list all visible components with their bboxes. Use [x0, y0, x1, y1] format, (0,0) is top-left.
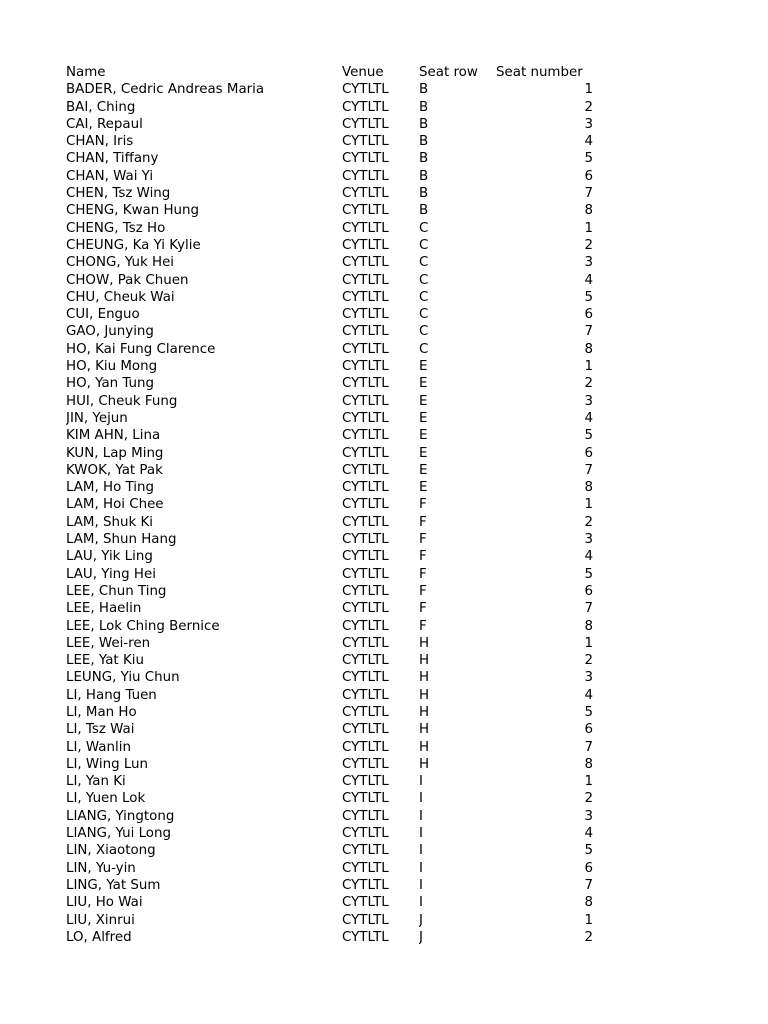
- cell-seat-number: 2: [584, 376, 593, 392]
- cell-name: LIANG, Yui Long: [66, 826, 171, 842]
- cell-seat-number: 1: [584, 497, 593, 513]
- table-row: [66, 306, 593, 323]
- cell-seat-number: 4: [584, 826, 593, 842]
- cell-seat-row: B: [419, 151, 429, 167]
- cell-seat-row: I: [419, 860, 423, 876]
- cell-seat-row: C: [419, 272, 429, 288]
- cell-venue: CYTLTL: [342, 99, 389, 115]
- cell-venue: CYTLTL: [342, 134, 389, 150]
- cell-seat-row: C: [419, 255, 429, 271]
- cell-venue: CYTLTL: [342, 497, 389, 513]
- cell-name: CHAN, Wai Yi: [66, 168, 154, 184]
- cell-venue: CYTLTL: [342, 739, 389, 755]
- cell-name: LAU, Ying Hei: [66, 566, 156, 582]
- cell-seat-row: F: [419, 497, 427, 513]
- cell-name: LIU, Ho Wai: [66, 895, 143, 911]
- cell-seat-number: 6: [584, 445, 593, 461]
- cell-seat-row: F: [419, 549, 427, 565]
- cell-seat-row: F: [419, 514, 427, 530]
- cell-seat-row: J: [419, 929, 423, 945]
- cell-name: CHU, Cheuk Wai: [66, 289, 175, 305]
- cell-venue: CYTLTL: [342, 653, 389, 669]
- cell-seat-number: 2: [584, 99, 593, 115]
- cell-seat-number: 3: [584, 255, 593, 271]
- cell-name: CHENG, Tsz Ho: [66, 220, 166, 236]
- table-row: [66, 358, 593, 375]
- cell-seat-row: H: [419, 739, 430, 755]
- cell-venue: CYTLTL: [342, 237, 389, 253]
- cell-venue: CYTLTL: [342, 116, 389, 132]
- cell-venue: CYTLTL: [342, 791, 389, 807]
- table-row: [66, 99, 593, 116]
- cell-seat-number: 5: [584, 151, 593, 167]
- table-row: [66, 341, 593, 358]
- table-row: [66, 721, 593, 738]
- table-row: [66, 133, 593, 150]
- cell-seat-row: I: [419, 843, 423, 859]
- cell-seat-row: B: [419, 99, 429, 115]
- cell-venue: CYTLTL: [342, 255, 389, 271]
- table-row: [66, 808, 593, 825]
- cell-seat-row: I: [419, 774, 423, 790]
- cell-venue: CYTLTL: [342, 220, 389, 236]
- cell-seat-row: E: [419, 428, 428, 444]
- cell-name: LEE, Chun Ting: [66, 583, 167, 599]
- cell-seat-number: 8: [584, 618, 593, 634]
- table-row: [66, 496, 593, 513]
- cell-seat-number: 5: [584, 428, 593, 444]
- cell-seat-number: 5: [584, 289, 593, 305]
- cell-venue: CYTLTL: [342, 826, 389, 842]
- cell-name: LAM, Ho Ting: [66, 480, 154, 496]
- cell-seat-number: 2: [584, 514, 593, 530]
- cell-seat-row: I: [419, 791, 423, 807]
- cell-seat-row: E: [419, 393, 428, 409]
- table-row: [66, 669, 593, 686]
- cell-venue: CYTLTL: [342, 549, 389, 565]
- cell-seat-number: 4: [584, 134, 593, 150]
- table-row: [66, 548, 593, 565]
- cell-seat-row: E: [419, 480, 428, 496]
- cell-seat-row: J: [419, 912, 423, 928]
- cell-venue: CYTLTL: [342, 480, 389, 496]
- cell-venue: CYTLTL: [342, 445, 389, 461]
- cell-seat-row: I: [419, 895, 423, 911]
- cell-seat-row: C: [419, 307, 429, 323]
- cell-name: LEE, Yat Kiu: [66, 653, 144, 669]
- cell-name: CHENG, Kwan Hung: [66, 203, 200, 219]
- table-row: [66, 289, 593, 306]
- cell-seat-number: 6: [584, 722, 593, 738]
- cell-venue: CYTLTL: [342, 704, 389, 720]
- cell-seat-row: E: [419, 410, 428, 426]
- cell-seat-number: 1: [584, 774, 593, 790]
- cell-name: JIN, Yejun: [66, 410, 128, 426]
- table-row: [66, 600, 593, 617]
- cell-name: LIANG, Yingtong: [66, 808, 175, 824]
- table-row: [66, 790, 593, 807]
- cell-seat-number: 4: [584, 687, 593, 703]
- cell-seat-row: B: [419, 134, 429, 150]
- cell-name: CHAN, Tiffany: [66, 151, 159, 167]
- cell-venue: CYTLTL: [342, 393, 389, 409]
- cell-name: LI, Yan Ki: [66, 774, 126, 790]
- cell-venue: CYTLTL: [342, 566, 389, 582]
- table-row: [66, 202, 593, 219]
- cell-venue: CYTLTL: [342, 895, 389, 911]
- cell-venue: CYTLTL: [342, 462, 389, 478]
- cell-name: LIN, Yu-yin: [66, 860, 136, 876]
- table-row: [66, 877, 593, 894]
- cell-name: GAO, Junying: [66, 324, 154, 340]
- cell-seat-row: I: [419, 826, 423, 842]
- cell-seat-row: H: [419, 722, 430, 738]
- cell-venue: CYTLTL: [342, 359, 389, 375]
- cell-venue: CYTLTL: [342, 532, 389, 548]
- header-seat-number: Seat number: [496, 65, 583, 80]
- table-row: [66, 393, 593, 410]
- cell-seat-number: 6: [584, 860, 593, 876]
- cell-name: LEUNG, Yiu Chun: [66, 670, 180, 686]
- cell-name: HUI, Cheuk Fung: [66, 393, 178, 409]
- cell-name: KUN, Lap Ming: [66, 445, 164, 461]
- header-row: [66, 64, 593, 81]
- cell-seat-number: 5: [584, 704, 593, 720]
- cell-venue: CYTLTL: [342, 635, 389, 651]
- cell-name: LAM, Shun Hang: [66, 532, 177, 548]
- table-row: [66, 739, 593, 756]
- cell-name: LI, Yuen Lok: [66, 791, 146, 807]
- table-row: [66, 860, 593, 877]
- cell-seat-row: H: [419, 635, 430, 651]
- cell-venue: CYTLTL: [342, 151, 389, 167]
- cell-seat-row: E: [419, 462, 428, 478]
- cell-venue: CYTLTL: [342, 618, 389, 634]
- cell-name: LI, Wanlin: [66, 739, 131, 755]
- cell-seat-number: 6: [584, 307, 593, 323]
- cell-seat-row: E: [419, 376, 428, 392]
- cell-seat-number: 3: [584, 670, 593, 686]
- header-seat-row: Seat row: [419, 65, 478, 80]
- cell-seat-number: 2: [584, 237, 593, 253]
- cell-name: HO, Kiu Mong: [66, 359, 158, 375]
- cell-name: LI, Tsz Wai: [66, 722, 135, 738]
- table-row: [66, 116, 593, 133]
- cell-seat-row: F: [419, 601, 427, 617]
- cell-venue: CYTLTL: [342, 860, 389, 876]
- table-row: [66, 531, 593, 548]
- cell-seat-row: E: [419, 445, 428, 461]
- cell-seat-number: 8: [584, 895, 593, 911]
- cell-name: LAM, Hoi Chee: [66, 497, 164, 513]
- table-row: [66, 375, 593, 392]
- cell-name: KWOK, Yat Pak: [66, 462, 163, 478]
- cell-venue: CYTLTL: [342, 307, 389, 323]
- cell-seat-number: 7: [584, 186, 593, 202]
- cell-name: HO, Yan Tung: [66, 376, 155, 392]
- cell-venue: CYTLTL: [342, 341, 389, 357]
- cell-venue: CYTLTL: [342, 583, 389, 599]
- cell-venue: CYTLTL: [342, 324, 389, 340]
- cell-seat-number: 4: [584, 549, 593, 565]
- cell-venue: CYTLTL: [342, 376, 389, 392]
- cell-name: LING, Yat Sum: [66, 877, 161, 893]
- cell-seat-number: 3: [584, 116, 593, 132]
- cell-venue: CYTLTL: [342, 912, 389, 928]
- table-row: [66, 323, 593, 340]
- cell-seat-row: B: [419, 82, 429, 98]
- table-row: [66, 445, 593, 462]
- cell-seat-number: 7: [584, 601, 593, 617]
- cell-seat-number: 6: [584, 168, 593, 184]
- table-row: [66, 566, 593, 583]
- cell-venue: CYTLTL: [342, 774, 389, 790]
- cell-venue: CYTLTL: [342, 428, 389, 444]
- cell-seat-number: 5: [584, 843, 593, 859]
- table-row: [66, 272, 593, 289]
- cell-seat-row: B: [419, 116, 429, 132]
- header-name: Name: [66, 65, 106, 80]
- cell-seat-row: H: [419, 687, 430, 703]
- cell-seat-row: E: [419, 359, 428, 375]
- cell-seat-row: F: [419, 618, 427, 634]
- table-row: [66, 185, 593, 202]
- cell-seat-number: 2: [584, 653, 593, 669]
- cell-seat-row: H: [419, 704, 430, 720]
- cell-seat-number: 4: [584, 272, 593, 288]
- cell-name: LO, Alfred: [66, 929, 132, 945]
- cell-venue: CYTLTL: [342, 687, 389, 703]
- cell-venue: CYTLTL: [342, 203, 389, 219]
- cell-venue: CYTLTL: [342, 756, 389, 772]
- cell-venue: CYTLTL: [342, 929, 389, 945]
- cell-seat-row: B: [419, 168, 429, 184]
- cell-venue: CYTLTL: [342, 289, 389, 305]
- table-row: [66, 427, 593, 444]
- seating-table: [66, 64, 593, 946]
- cell-name: LIN, Xiaotong: [66, 843, 156, 859]
- table-row: [66, 635, 593, 652]
- cell-seat-number: 8: [584, 480, 593, 496]
- cell-name: BADER, Cedric Andreas Maria: [66, 82, 265, 98]
- cell-venue: CYTLTL: [342, 670, 389, 686]
- cell-name: LIU, Xinrui: [66, 912, 135, 928]
- cell-seat-number: 1: [584, 635, 593, 651]
- cell-seat-number: 7: [584, 739, 593, 755]
- cell-seat-row: H: [419, 756, 430, 772]
- cell-seat-number: 1: [584, 220, 593, 236]
- table-row: [66, 514, 593, 531]
- cell-name: CUI, Enguo: [66, 307, 140, 323]
- cell-seat-number: 3: [584, 808, 593, 824]
- cell-name: LEE, Wei-ren: [66, 635, 151, 651]
- cell-seat-row: F: [419, 583, 427, 599]
- cell-seat-number: 8: [584, 756, 593, 772]
- table-row: [66, 929, 593, 946]
- table-row: [66, 81, 593, 98]
- cell-name: LI, Hang Tuen: [66, 687, 157, 703]
- cell-venue: CYTLTL: [342, 410, 389, 426]
- cell-seat-number: 1: [584, 912, 593, 928]
- cell-venue: CYTLTL: [342, 168, 389, 184]
- cell-seat-number: 6: [584, 583, 593, 599]
- table-row: [66, 150, 593, 167]
- table-row: [66, 479, 593, 496]
- cell-seat-row: B: [419, 186, 429, 202]
- cell-seat-number: 8: [584, 341, 593, 357]
- cell-seat-number: 4: [584, 410, 593, 426]
- cell-seat-number: 8: [584, 203, 593, 219]
- cell-name: LAU, Yik Ling: [66, 549, 153, 565]
- table-row: [66, 652, 593, 669]
- table-row: [66, 687, 593, 704]
- cell-name: CHAN, Iris: [66, 134, 134, 150]
- cell-seat-number: 7: [584, 324, 593, 340]
- cell-name: LI, Wing Lun: [66, 756, 149, 772]
- table-row: [66, 704, 593, 721]
- table-row: [66, 220, 593, 237]
- table-row: [66, 583, 593, 600]
- cell-seat-number: 7: [584, 877, 593, 893]
- cell-name: CHEN, Tsz Wing: [66, 186, 171, 202]
- cell-seat-row: H: [419, 670, 430, 686]
- cell-seat-row: C: [419, 220, 429, 236]
- cell-seat-number: 1: [584, 359, 593, 375]
- cell-name: LEE, Haelin: [66, 601, 142, 617]
- table-row: [66, 912, 593, 929]
- cell-seat-row: C: [419, 237, 429, 253]
- cell-seat-number: 2: [584, 929, 593, 945]
- table-row: [66, 842, 593, 859]
- cell-seat-row: I: [419, 808, 423, 824]
- cell-seat-number: 2: [584, 791, 593, 807]
- cell-seat-row: C: [419, 324, 429, 340]
- table-body: [66, 81, 593, 946]
- cell-name: CHEUNG, Ka Yi Kylie: [66, 237, 201, 253]
- header-venue: Venue: [342, 65, 384, 80]
- table-row: [66, 756, 593, 773]
- cell-name: LI, Man Ho: [66, 704, 137, 720]
- cell-seat-row: F: [419, 566, 427, 582]
- cell-venue: CYTLTL: [342, 186, 389, 202]
- cell-seat-number: 1: [584, 82, 593, 98]
- cell-seat-row: I: [419, 877, 423, 893]
- cell-seat-number: 3: [584, 393, 593, 409]
- cell-seat-row: C: [419, 289, 429, 305]
- cell-name: CHOW, Pak Chuen: [66, 272, 189, 288]
- cell-seat-number: 3: [584, 532, 593, 548]
- cell-venue: CYTLTL: [342, 877, 389, 893]
- cell-venue: CYTLTL: [342, 601, 389, 617]
- table-row: [66, 410, 593, 427]
- cell-name: LAM, Shuk Ki: [66, 514, 153, 530]
- cell-name: LEE, Lok Ching Bernice: [66, 618, 220, 634]
- cell-name: KIM AHN, Lina: [66, 428, 161, 444]
- table-row: [66, 168, 593, 185]
- cell-seat-row: F: [419, 532, 427, 548]
- cell-seat-row: H: [419, 653, 430, 669]
- table-row: [66, 462, 593, 479]
- cell-venue: CYTLTL: [342, 843, 389, 859]
- cell-name: CHONG, Yuk Hei: [66, 255, 175, 271]
- table-row: [66, 237, 593, 254]
- cell-venue: CYTLTL: [342, 272, 389, 288]
- cell-venue: CYTLTL: [342, 722, 389, 738]
- table-row: [66, 825, 593, 842]
- cell-seat-row: C: [419, 341, 429, 357]
- table-row: [66, 618, 593, 635]
- cell-venue: CYTLTL: [342, 514, 389, 530]
- cell-seat-number: 7: [584, 462, 593, 478]
- cell-name: HO, Kai Fung Clarence: [66, 341, 216, 357]
- cell-name: CAI, Repaul: [66, 116, 143, 132]
- table-row: [66, 254, 593, 271]
- cell-venue: CYTLTL: [342, 808, 389, 824]
- cell-seat-number: 5: [584, 566, 593, 582]
- cell-venue: CYTLTL: [342, 82, 389, 98]
- table-row: [66, 894, 593, 911]
- table-row: [66, 773, 593, 790]
- cell-seat-row: B: [419, 203, 429, 219]
- cell-name: BAI, Ching: [66, 99, 136, 115]
